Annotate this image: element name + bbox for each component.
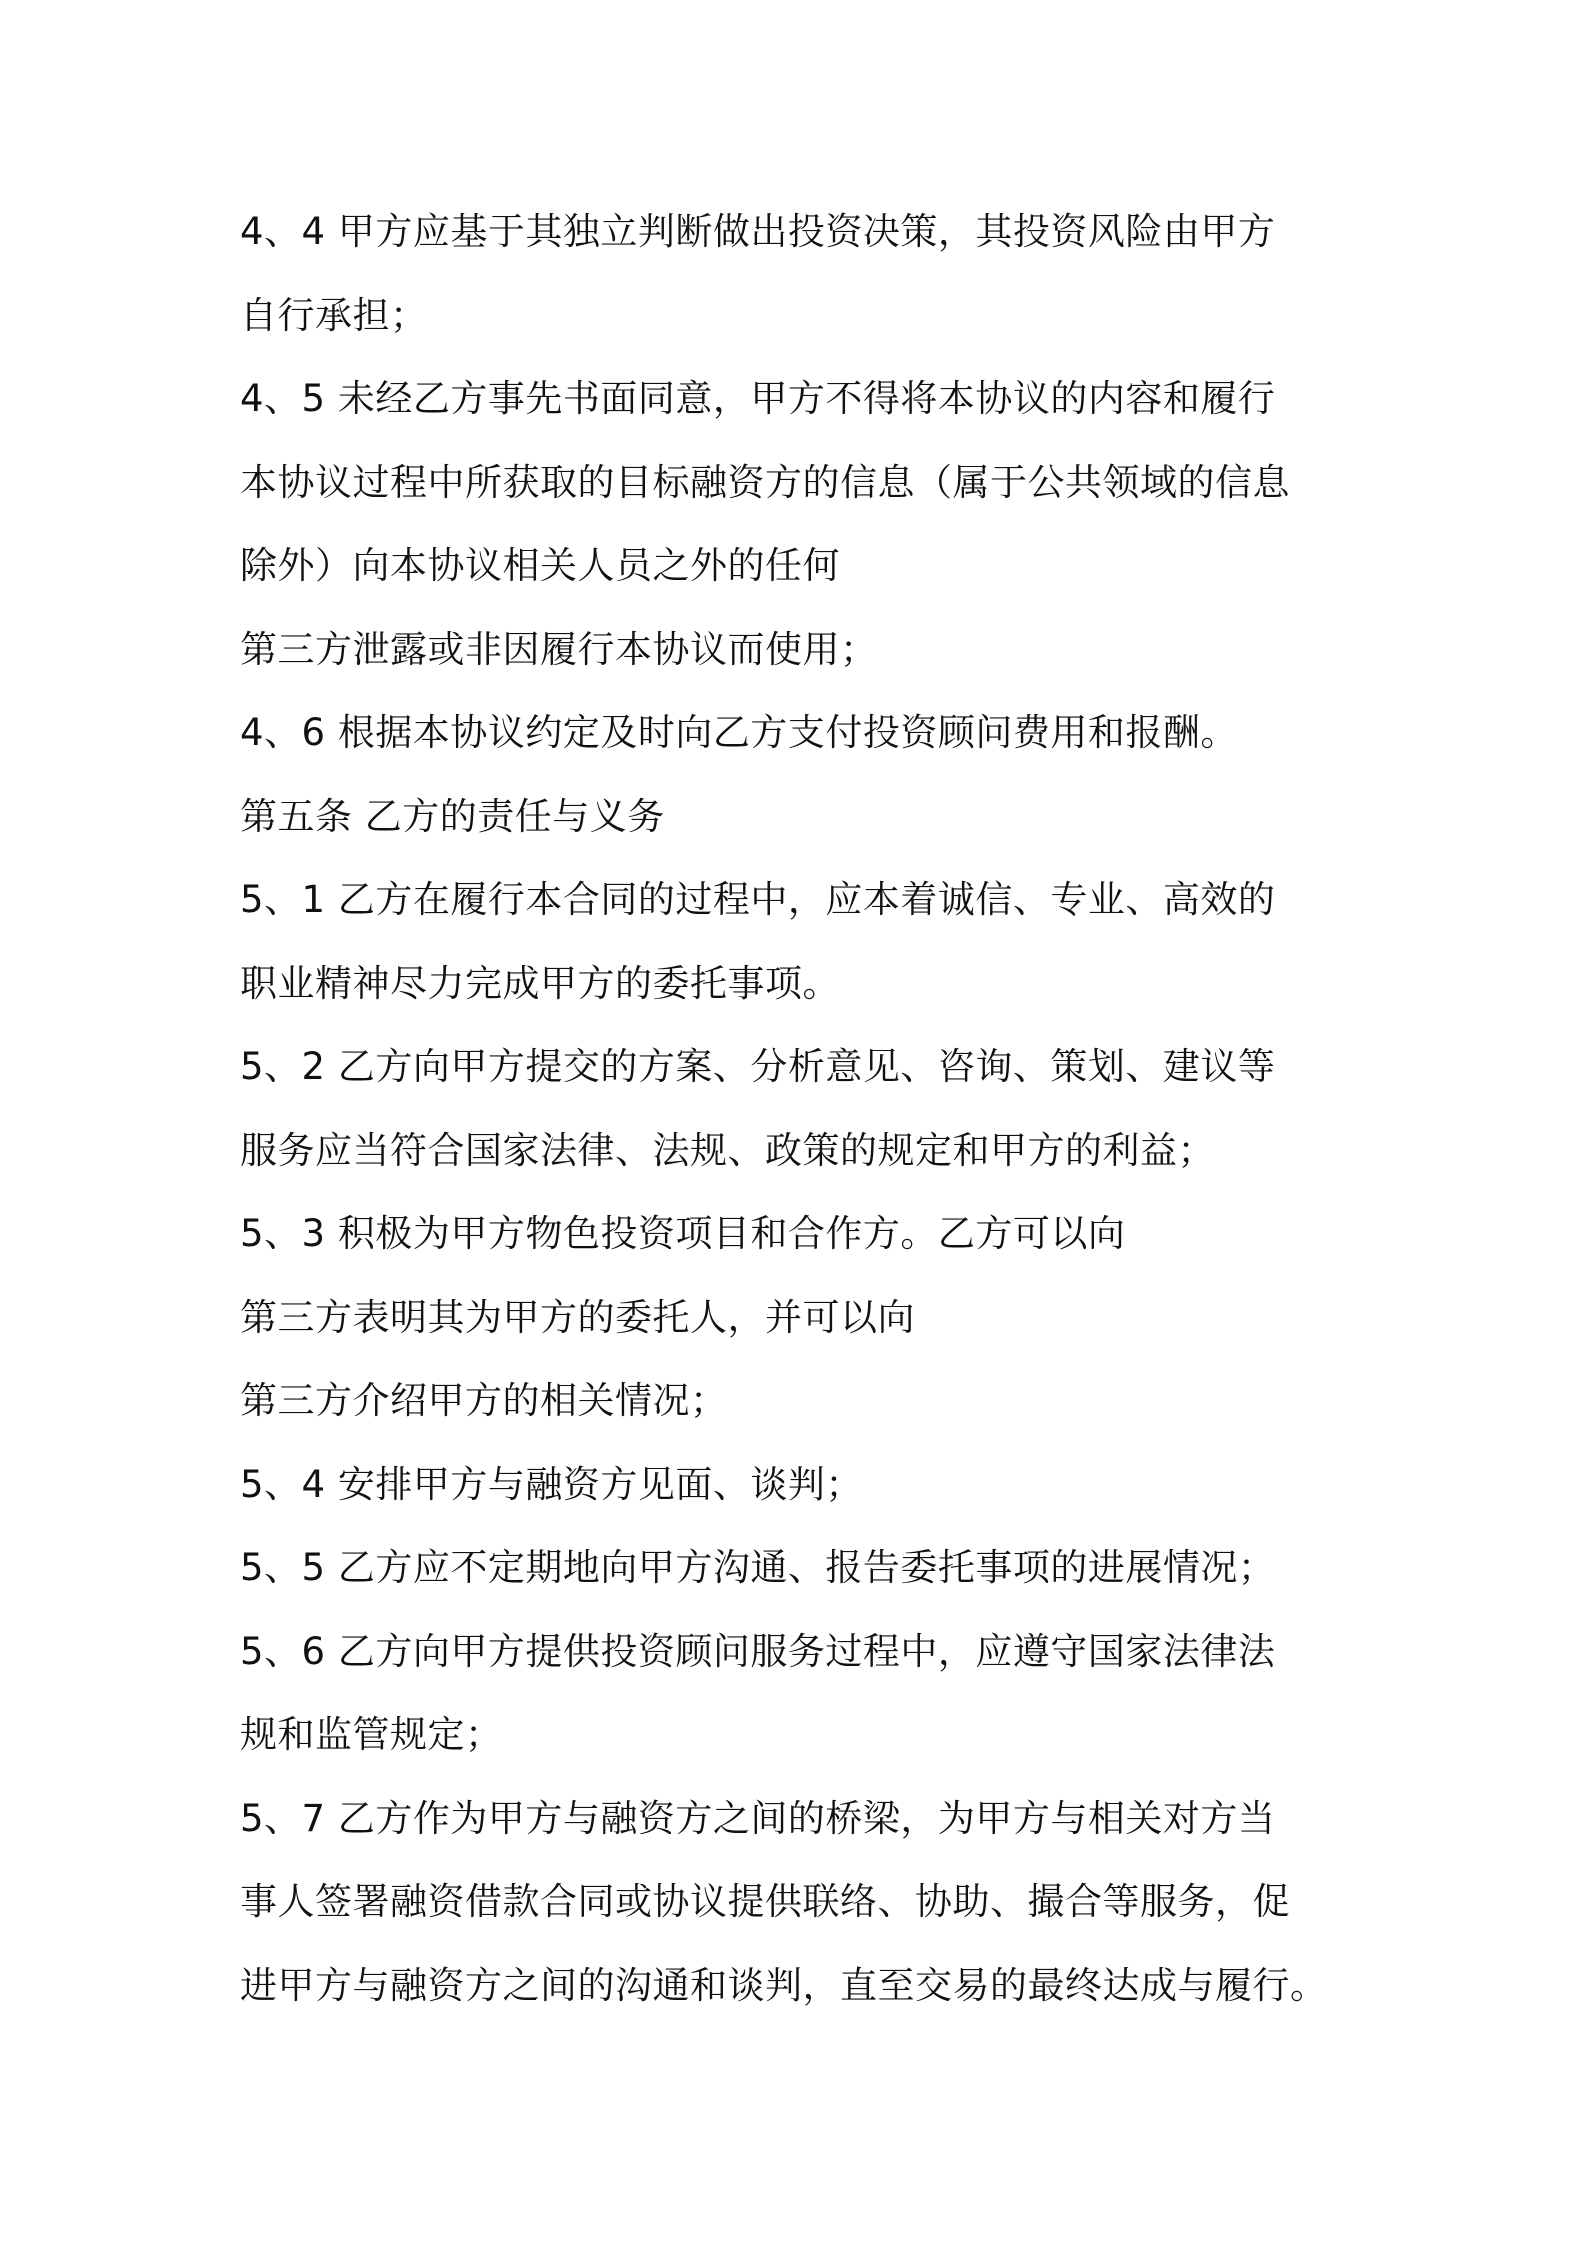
text-line: 职业精神尽力完成甲方的委托事项。 xyxy=(240,961,840,1005)
document-body xyxy=(240,190,1370,2027)
text-line: 5、2 乙方向甲方提交的方案、分析意见、咨询、策划、建议等 xyxy=(240,1045,1276,1088)
text-line: 自行承担； xyxy=(240,293,428,337)
text-line: 5、4 安排甲方与融资方见面、谈判； xyxy=(240,1462,863,1506)
section-heading: 第五条 乙方的责任与义务 xyxy=(240,794,665,838)
text-line: 第三方介绍甲方的相关情况； xyxy=(240,1379,728,1422)
text-line: 第三方泄露或非因履行本协议而使用； xyxy=(240,627,878,671)
text-line: 4、4 甲方应基于其独立判断做出投资决策，其投资风险由甲方 xyxy=(240,210,1276,253)
text-line: 规和监管规定； xyxy=(240,1713,503,1756)
text-line: 4、6 根据本协议约定及时向乙方支付投资顾问费用和报酬。 xyxy=(240,711,1238,754)
text-line: 本协议过程中所获取的目标融资方的信息（属于公共领域的信息 xyxy=(240,460,1290,504)
text-line: 4、5 未经乙方事先书面同意，甲方不得将本协议的内容和履行 xyxy=(240,377,1276,420)
text-line: 5、1 乙方在履行本合同的过程中，应本着诚信、专业、高效的 xyxy=(240,878,1276,921)
text-line: 除外）向本协议相关人员之外的任何 xyxy=(240,544,840,587)
text-line: 第三方表明其为甲方的委托人，并可以向 xyxy=(240,1295,915,1339)
text-line: 5、5 乙方应不定期地向甲方沟通、报告委托事项的进展情况； xyxy=(240,1546,1276,1589)
text-line: 事人签署融资借款合同或协议提供联络、协助、撮合等服务，促 xyxy=(240,1880,1290,1923)
text-line: 5、7 乙方作为甲方与融资方之间的桥梁，为甲方与相关对方当 xyxy=(240,1796,1276,1840)
text-line: 服务应当符合国家法律、法规、政策的规定和甲方的利益； xyxy=(240,1128,1215,1172)
text-line: 5、6 乙方向甲方提供投资顾问服务过程中，应遵守国家法律法 xyxy=(240,1629,1276,1673)
text-line: 进甲方与融资方之间的沟通和谈判，直至交易的最终达成与履行。 xyxy=(240,1963,1328,2007)
text-line: 5、3 积极为甲方物色投资项目和合作方。乙方可以向 xyxy=(240,1212,1126,1255)
